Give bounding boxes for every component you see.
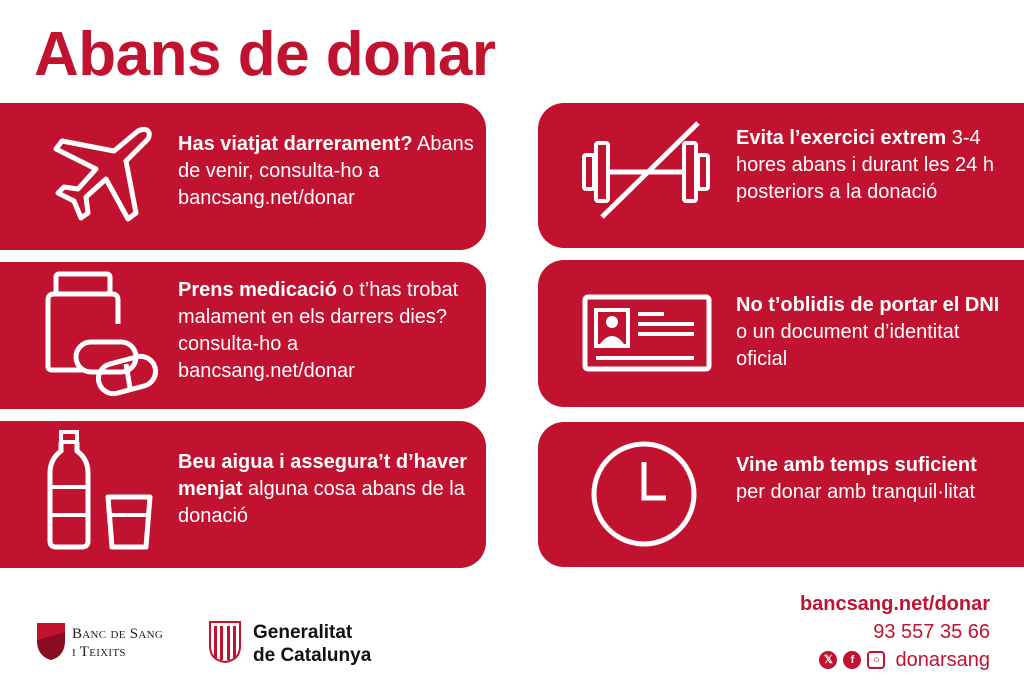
card-text: Vine amb temps suficient per donar amb tranquil·litat: [736, 454, 977, 503]
facebook-icon[interactable]: f: [843, 651, 861, 669]
instagram-icon[interactable]: ○: [867, 651, 885, 669]
card-water: [0, 421, 486, 568]
water-bottle-glass-icon: [44, 429, 156, 551]
no-dumbbell-icon: [578, 121, 720, 221]
social-handle: donarsang: [895, 649, 990, 671]
card-exercise: [538, 103, 1024, 248]
airplane-icon: [38, 121, 156, 233]
phone-number: 93 557 35 66: [873, 621, 990, 643]
card-text: Beu aigua i assegura’t d’haver menjat alguna cosa abans de la donació: [178, 451, 467, 527]
card-text: Has viatjat darrerament? Abans de venir, consulta-ho a bancsang.net/donar: [178, 133, 474, 209]
medication-icon: [38, 270, 162, 400]
generalitat-wordmark: Generalitat de Catalunya: [253, 622, 372, 666]
banc-de-sang-logo: [34, 620, 68, 662]
card-text: No t’oblidis de portar el DNI o un document d’identitat oficial: [736, 294, 1000, 370]
card-medication: [0, 262, 486, 409]
social-row: [800, 646, 990, 674]
website-link[interactable]: bancsang.net/donar: [799, 593, 990, 615]
contact-block: [800, 590, 990, 674]
generalitat-logo: [208, 620, 242, 664]
card-time: [538, 422, 1024, 567]
card-travel: [0, 103, 486, 250]
banc-de-sang-wordmark: Banc de Sang i Teixits: [72, 626, 164, 660]
card-text: Prens medicació o t’has trobat malament en els darrers dies? consulta-ho a bancsang.net/donar: [178, 279, 459, 382]
x-icon[interactable]: 𝕏: [819, 651, 837, 669]
card-text: Evita l’exercici extrem 3-4 hores abans i durant les 24 h posteriors a la donació: [736, 127, 994, 203]
clock-icon: [588, 438, 700, 550]
page-title: Abans de donar: [34, 20, 496, 89]
id-card-icon: [582, 294, 712, 374]
card-dni: [538, 260, 1024, 407]
